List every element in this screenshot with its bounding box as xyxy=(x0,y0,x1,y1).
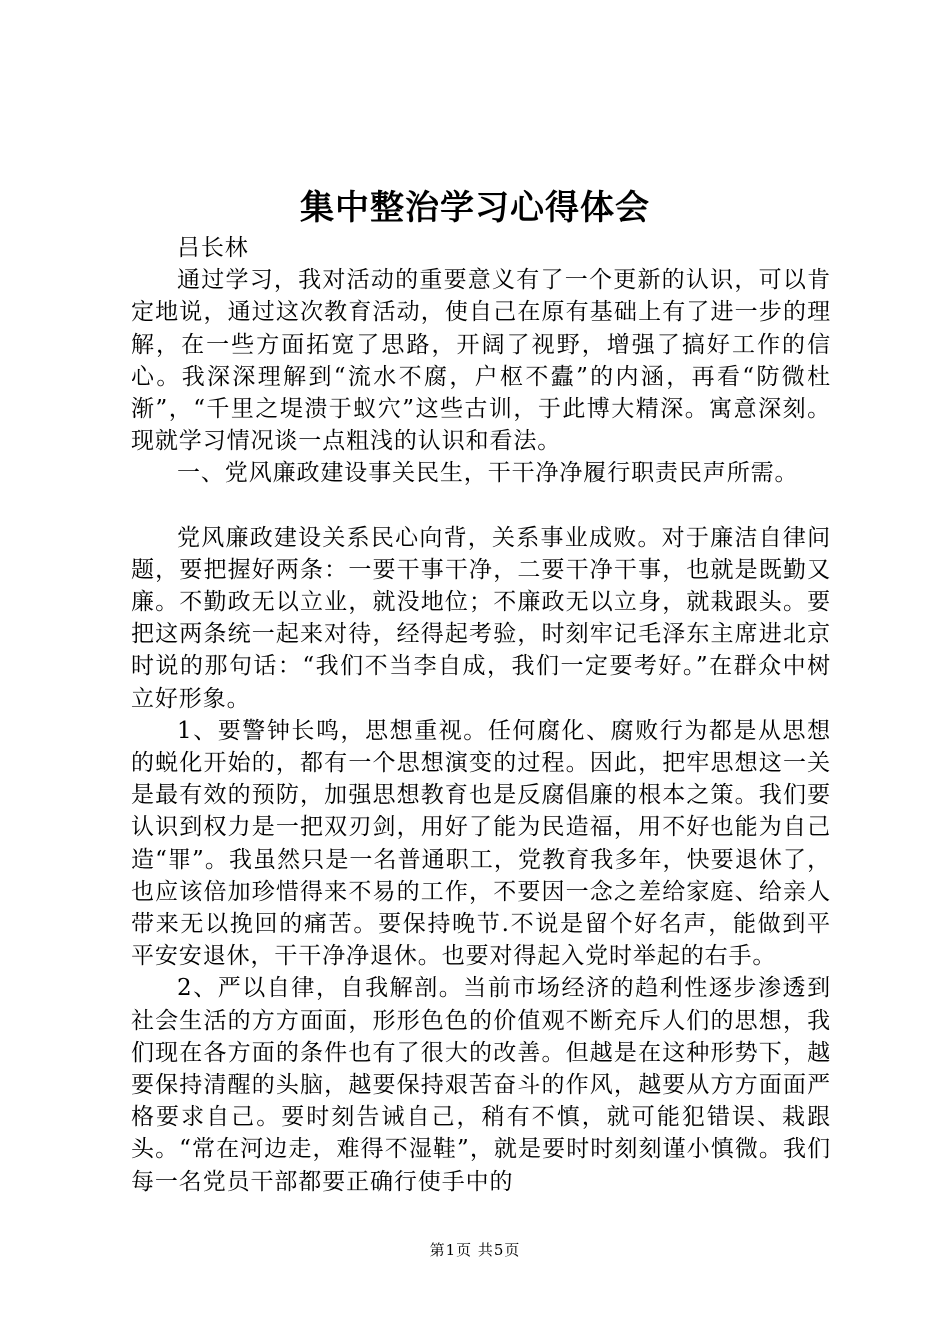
paragraph-point-2: 2、严以自律，自我解剖。当前市场经济的趋利性逐步渗透到社会生活的方方面面，形形色色的价值观不断充斥人们的思想，我们现在各方面的条件也有了很大的改善。但越是在这种形势下，越要保持清醒的头脑，越要保持艰苦奋斗的作风，越要从方方面面严格要求自己。要时刻告诫自己，稍有不慎，就可能犯错误、栽跟头。“常在河边走，难得不湿鞋”，就是要时时刻刻谨小慎微。我们每一名党员干部都要正确行使手中的 xyxy=(131,975,831,1195)
paragraph-intro: 通过学习，我对活动的重要意义有了一个更新的认识，可以肯定地说，通过这次教育活动，使自己在原有基础上有了进一步的理解，在一些方面拓宽了思路，开阔了视野，增强了搞好工作的信心。我深深理解到“流水不腐，户枢不蠹”的内涵，再看“防微杜渐”，“千里之堤溃于蚁穴”这些古训，于此博大精深。寓意深刻。现就学习情况谈一点粗浅的认识和看法。 xyxy=(131,267,831,455)
document-body xyxy=(131,232,831,1198)
section-heading-1: 一、党风廉政建设事关民生，干干净净履行职责民声所需。 xyxy=(177,460,799,487)
paragraph-section-1: 党风廉政建设关系民心向背，关系事业成败。对于廉洁自律问题，要把握好两条：一要干事干净，二要干净干事，也就是既勤又廉。不勤政无以立业，就没地位；不廉政无以立身，就栽跟头。要把这两条统一起来对待，经得起考验，时刻牢记毛泽东主席进北京时说的那句话：“我们不当李自成，我们一定要考好。”在群众中树立好形象。 xyxy=(131,524,831,712)
document-title: 集中整治学习心得体会 xyxy=(300,188,650,228)
author-name: 吕长林 xyxy=(177,235,249,261)
paragraph-point-1: 1、要警钟长鸣，思想重视。任何腐化、腐败行为都是从思想的蜕化开始的，都有一个思想演变的过程。因此，把牢思想这一关是最有效的预防，加强思想教育也是反腐倡廉的根本之策。我们要认识到权力是一把双刃剑，用好了能为民造福，用不好也能为自己造“罪”。我虽然只是一名普通职工，党教育我多年，快要退休了，也应该倍加珍惜得来不易的工作，不要因一念之差给家庭、给亲人带来无以挽回的痛苦。要保持晚节.不说是留个好名声，能做到平平安安退休，干干净净退休。也要对得起入党时举起的右手。 xyxy=(131,717,831,970)
page-footer: 第1页 共5页 xyxy=(429,1241,521,1259)
